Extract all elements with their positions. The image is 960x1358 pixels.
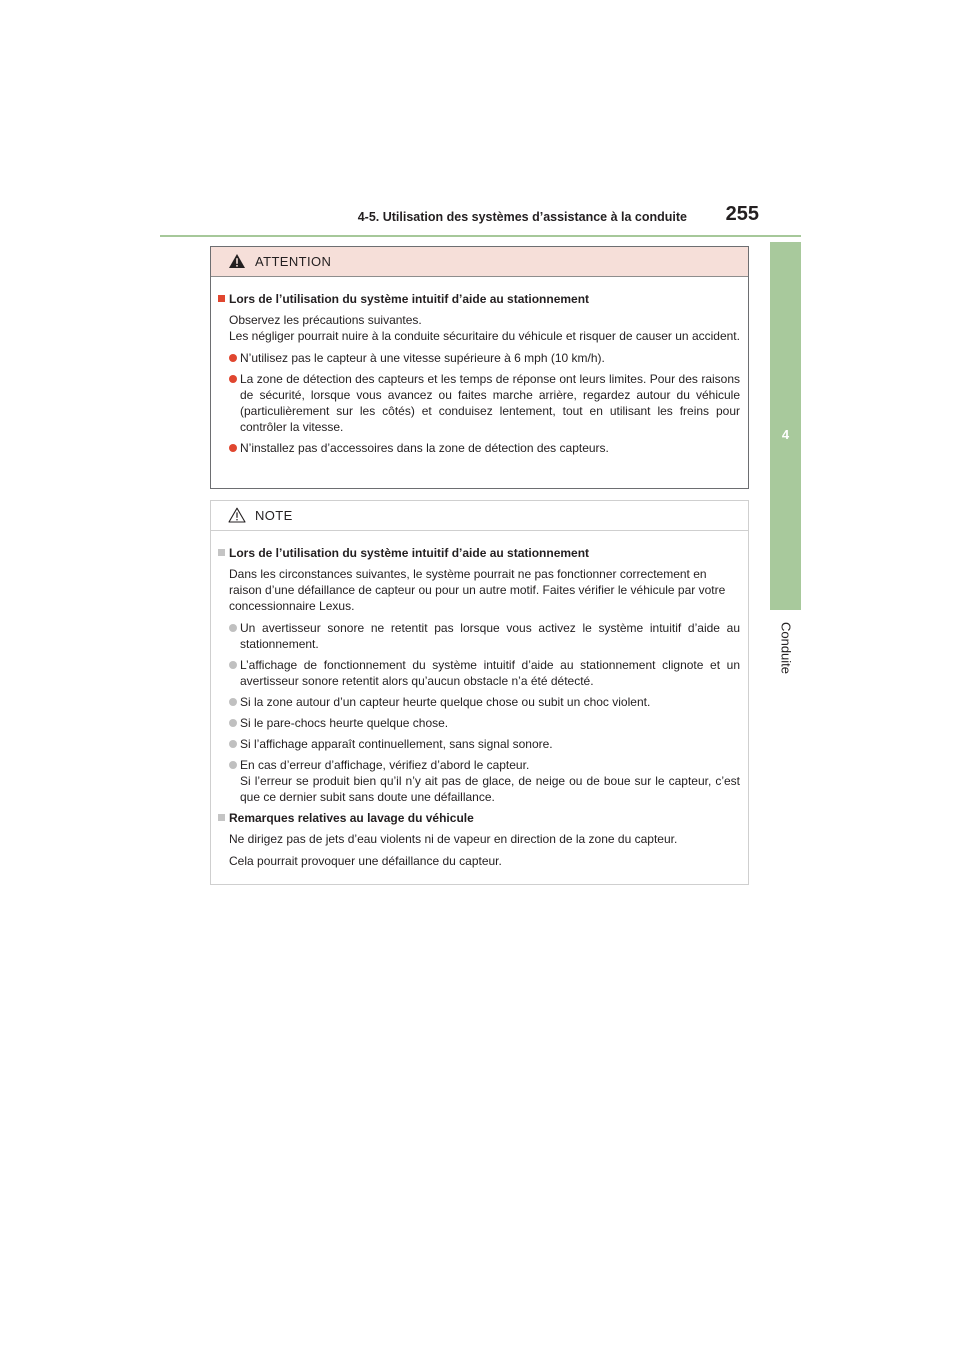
list-item: N’utilisez pas le capteur à une vitesse supérieure à 6 mph (10 km/h). xyxy=(218,350,740,366)
note-paragraph: Cela pourrait provoquer une défaillance du capteur. xyxy=(229,854,502,868)
list-item-line: Si l’erreur se produit bien qu’il n’y ait pas de glace, de neige ou de boue sur le capteur, c’est que ce dernier subit sans doute une défaillance. xyxy=(240,774,740,804)
attention-intro xyxy=(218,312,740,344)
list-item: La zone de détection des capteurs et les temps de réponse ont leurs limites. Pour des raisons de sécurité, lorsque vous avancez ou faites marche arrière, regardez autour du véhicule (particulièrement sur les côtés) et conduisez lentement, tout en utilisant les freins pour contrôler la vitesse. xyxy=(218,371,740,435)
list-item: Si l’affichage apparaît continuellement, sans signal sonore. xyxy=(218,736,740,752)
note-section-title: Remarques relatives au lavage du véhicule xyxy=(218,810,740,826)
round-bullet-icon xyxy=(229,740,237,748)
note-heading: NOTE xyxy=(255,508,293,523)
square-bullet-icon xyxy=(218,814,225,821)
round-bullet-icon xyxy=(229,698,237,706)
note-content xyxy=(211,531,748,869)
round-bullet-icon xyxy=(229,624,237,632)
attention-box xyxy=(210,246,749,489)
attention-content xyxy=(211,277,748,456)
list-item xyxy=(218,757,740,805)
attention-intro-line: Les négliger pourrait nuire à la conduite sécuritaire du véhicule et risquer de causer un accident. xyxy=(229,329,740,343)
round-bullet-icon xyxy=(229,661,237,669)
page-header xyxy=(160,203,801,237)
page-number: 255 xyxy=(725,203,759,225)
caution-triangle-icon xyxy=(228,507,246,523)
note-paragraph: Ne dirigez pas de jets d’eau violents ni de vapeur en direction de la zone du capteur. xyxy=(229,832,678,846)
list-item: Un avertisseur sonore ne retentit pas lorsque vous activez le système intuitif d’aide au stationnement. xyxy=(218,620,740,652)
attention-intro-line: Observez les précautions suivantes. xyxy=(229,313,422,327)
round-bullet-icon xyxy=(229,761,237,769)
chapter-title: 4-5. Utilisation des systèmes d’assistance à la conduite xyxy=(357,210,687,224)
chapter-side-label: Conduite xyxy=(778,621,794,675)
chapter-side-tab xyxy=(770,242,801,610)
note-section-title: Lors de l’utilisation du système intuitif d’aide au stationnement xyxy=(218,545,740,561)
attention-heading: ATTENTION xyxy=(255,254,332,269)
square-bullet-icon xyxy=(218,549,225,556)
round-bullet-icon xyxy=(229,719,237,727)
note-box xyxy=(210,500,749,885)
attention-header xyxy=(211,247,748,277)
attention-section-title: Lors de l’utilisation du système intuitif d’aide au stationnement xyxy=(218,291,740,307)
list-item: N’installez pas d’accessoires dans la zone de détection des capteurs. xyxy=(218,440,740,456)
note-intro: Dans les circonstances suivantes, le système pourrait ne pas fonctionner correctement en raison d’une défaillance de capteur ou pour un autre motif. Faites vérifier le véhicule par votre concessionnaire Lexus. xyxy=(229,567,726,613)
note-header xyxy=(211,501,748,531)
warning-triangle-icon xyxy=(228,253,246,269)
square-bullet-icon xyxy=(218,295,225,302)
round-bullet-icon xyxy=(229,375,237,383)
list-item-line: En cas d’erreur d’affichage, vérifiez d’abord le capteur. xyxy=(240,758,530,772)
list-item: Si le pare-chocs heurte quelque chose. xyxy=(218,715,740,731)
list-item: L’affichage de fonctionnement du système intuitif d’aide au stationnement clignote et un avertisseur sonore retentit alors qu’aucun obstacle n’a été détecté. xyxy=(218,657,740,689)
round-bullet-icon xyxy=(229,444,237,452)
chapter-number: 4 xyxy=(781,427,790,442)
list-item: Si la zone autour d’un capteur heurte quelque chose ou subit un choc violent. xyxy=(218,694,740,710)
round-bullet-icon xyxy=(229,354,237,362)
